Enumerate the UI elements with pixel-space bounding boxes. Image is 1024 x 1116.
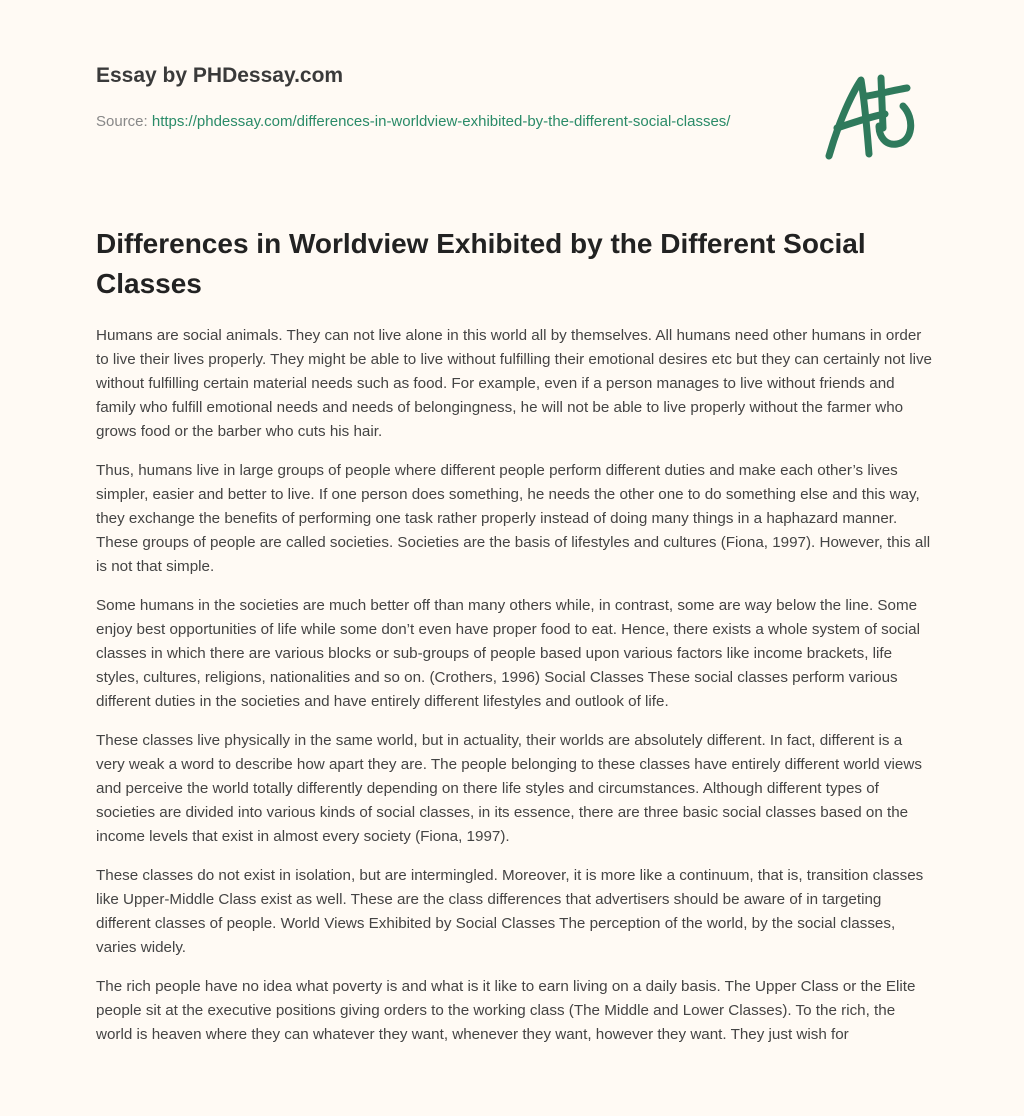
paragraph: Thus, humans live in large groups of people where different people perform different duties and make each other’s lives simpler, easier and better to live. If one person does something, he needs the other one to do something else and this way, they exchange the benefits of performing one task rather properly instead of doing many things in a haphazard manner. These groups of people are called societies. Societies are the basis of lifestyles and cultures (Fiona, 1997). However, this all is not that simple. (96, 462, 931, 575)
paragraph: These classes live physically in the same world, but in actuality, their worlds are absolutely different. In fact, different is a very weak a word to describe how apart they are. The people belonging to these classes have entirely different world views and perceive the world totally differently depending on there life styles and circumstances. Although different types of societies are divided into various kinds of social classes, in its essence, there are three basic social classes based on the income levels that exist in almost every society (Fiona, 1997). (96, 732, 922, 845)
a-plus-logo-icon (815, 68, 935, 168)
paragraph: Some humans in the societies are much better off than many others while, in contrast, some are way below the line. Some enjoy best opportunities of life while some don’t even have proper food to eat. Hence, there exists a whole system of social classes in which there are various blocks or sub-groups of people based upon various factors like income brackets, life styles, cultures, religions, nationalities and so on. (Crothers, 1996) Social Classes These social classes perform various different duties in the societies and have entirely different lifestyles and outlook of life. (96, 597, 920, 710)
article-title: Differences in Worldview Exhibited by the Different Social Classes (96, 228, 866, 299)
paragraph: Humans are social animals. They can not live alone in this world all by themselves. All humans need other humans in order to live their lives properly. They might be able to live without fulfilling their emotional desires etc but they can certainly not live without fulfilling certain material needs such as food. For example, even if a person manages to live without friends and family who fulfill emotional needs and needs of belongingness, he will not be able to live properly without the farmer who grows food or the barber who cuts his hair. (96, 327, 933, 440)
paragraph: These classes do not exist in isolation, but are intermingled. Moreover, it is more like a continuum, that is, transition classes like Upper-Middle Class exist as well. These are the class differences that advertisers should be aware of in targeting different classes of people. World Views Exhibited by Social Classes The perception of the world, by the social classes, varies widely. (96, 867, 924, 956)
site-brand: Essay by PHDessay.com (96, 64, 344, 87)
source-label: Source: (96, 113, 148, 130)
paragraph: The rich people have no idea what poverty is and what is it like to earn living on a daily basis. The Upper Class or the Elite people sit at the executive positions giving orders to the working class (The Middle and Lower Classes). To the rich, the world is heaven where they can whatever they want, whenever they want, however they want. They just wish for (96, 978, 916, 1043)
article-body (96, 324, 934, 1062)
source-line (96, 110, 776, 134)
source-link[interactable]: https://phdessay.com/differences-in-worldview-exhibited-by-the-different-social-classes/ (151, 113, 731, 130)
